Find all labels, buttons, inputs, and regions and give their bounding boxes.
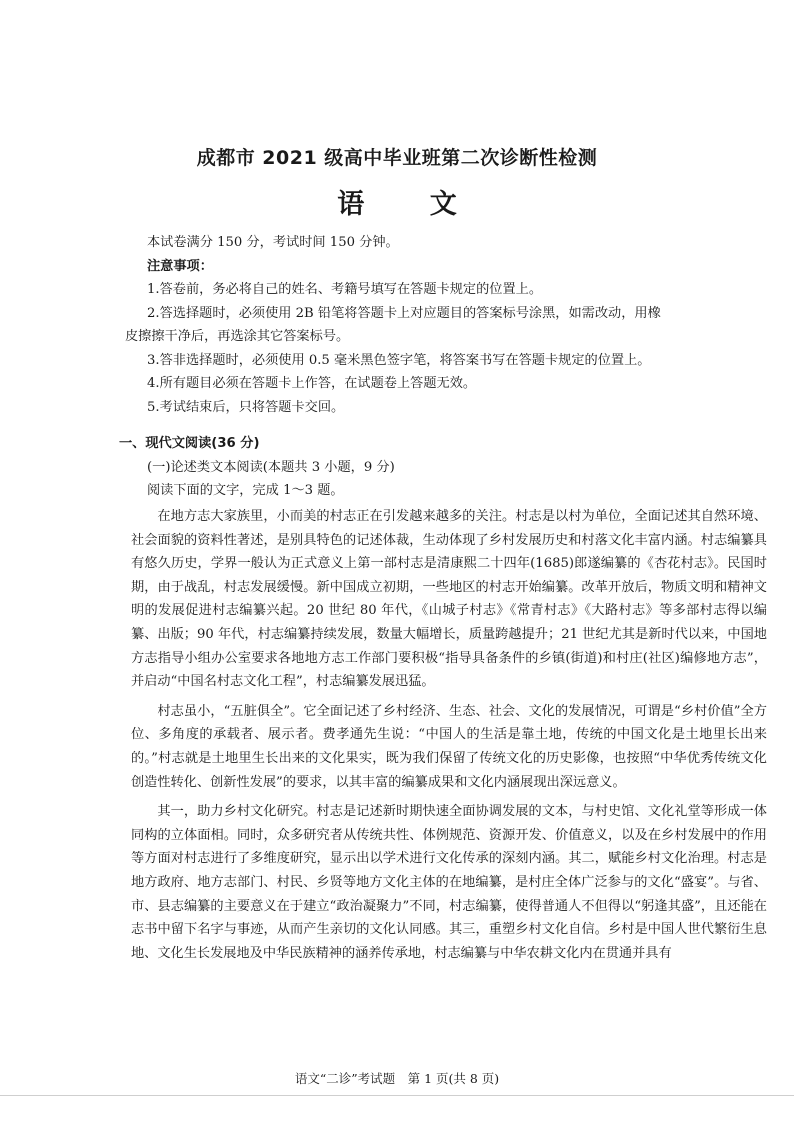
- notice-item-5: 5.考试结束后，只将答题卡交回。: [147, 399, 345, 415]
- subject-title: 语 文: [337, 189, 485, 220]
- section-subtitle: (一)论述类文本阅读(本题共 3 小题，9 分): [147, 459, 395, 475]
- section-title: 一、现代文阅读(36 分): [119, 436, 260, 451]
- notice-item-2-line-2: 皮擦擦干净后，再选涂其它答案标号。: [125, 329, 350, 344]
- notice-item-1: 1.答卷前，务必将自己的姓名、考籍号填写在答题卡规定的位置上。: [147, 282, 543, 297]
- passage-paragraph-3: 其一，助力乡村文化研究。村志是记述新时期快速全面协调发展的文本，与村史馆、文化礼堂等形成一体同构的立体面相。同时，众多研究者从传统共性、体例规范、资源开发、价值意义，以及在乡村发展中的作用等方面对村志进行了多维度研究，显示出以学术进行文化传承的深刻内涵。其二，赋能乡村文化治理。村志是地方政府、地方志部门、村民、乡贤等地方文化主体的在地编纂，是村庄全体广泛参与的文化“盛宴”。与省、市、县志编纂的主要意义在于建立“政治凝聚力”不同，村志编纂，使得普通人不但得以“躬逢其盛”，且还能在志书中留下名字与事迹，从而产生亲切的文化认同感。其三，重塑乡村文化自信。乡村是中国人世代繁衍生息地、文化生长发展地及中华民族精神的涵养传承地，村志编纂与中华农耕文化内在贯通并具有: [131, 804, 767, 961]
- notice-block: [125, 231, 755, 419]
- bottom-divider: [0, 1095, 794, 1096]
- reading-passage: [131, 505, 767, 971]
- section-instruction: 阅读下面的文字，完成 1～3 题。: [147, 483, 344, 498]
- notice-heading: 注意事项：: [147, 258, 213, 274]
- page-footer: 语文“二诊”考试题 第 1 页(共 8 页): [294, 1071, 500, 1086]
- passage-paragraph-1: 在地方志大家族里，小而美的村志正在引发越来越多的关注。村志是以村为单位，全面记述其自然环境、社会面貌的资料性著述，是别具特色的记述体裁，生动体现了乡村发展历史和村落文化丰富内涵。村志编纂具有悠久历史，学界一般认为正式意义上第一部村志是清康熙二十四年(1685)郎遂编纂的《杏花村志》。民国时期，由于战乱，村志发展缓慢。新中国成立初期，一些地区的村志开始编纂。改革开放后，物质文明和精神文明的发展促进村志编纂兴起。20 世纪 80 年代，《山城子村志》《常青村志》《大路村志》等多部村志得以编纂、出版；90 年代，村志编纂持续发展，数量大幅增长，质量跨越提升；21 世纪尤其是新时代以来，中国地方志指导小组办公室要求各地地方志工作部门要积极“指导具备条件的乡镇(街道)和村庄(社区)编修地方志”，并启动“中国名村志文化工程”，村志编纂发展迅猛。: [131, 509, 767, 690]
- passage-paragraph-2: 村志虽小，“五脏俱全”。它全面记述了乡村经济、生态、社会、文化的发展情况，可谓是“乡村价值”全方位、多角度的承载者、展示者。费孝通先生说：“中国人的生活是靠土地，传统的中国文化是土地里长出来的。”村志就是土地里生长出来的文化果实，既为我们保留了传统文化的历史影像，也按照“中华优秀传统文化创造性转化、创新性发展”的要求，以其丰富的编纂成果和文化内涵展现出深远意义。: [131, 703, 767, 790]
- notice-intro: 本试卷满分 150 分，考试时间 150 分钟。: [147, 235, 399, 250]
- notice-item-4: 4.所有题目必须在答题卡上作答，在试题卷上答题无效。: [147, 376, 477, 391]
- section-block: [119, 432, 755, 503]
- notice-item-2-line-1: 2.答选择题时，必须使用 2B 铅笔将答题卡上对应题目的答案标号涂黑，如需改动，用橡: [147, 305, 661, 321]
- notice-item-3: 3.答非选择题时，必须使用 0.5 毫米黑色签字笔，将答案书写在答题卡规定的位置上。: [147, 352, 651, 368]
- exam-title: 成都市 2021 级高中毕业班第二次诊断性检测: [196, 147, 598, 169]
